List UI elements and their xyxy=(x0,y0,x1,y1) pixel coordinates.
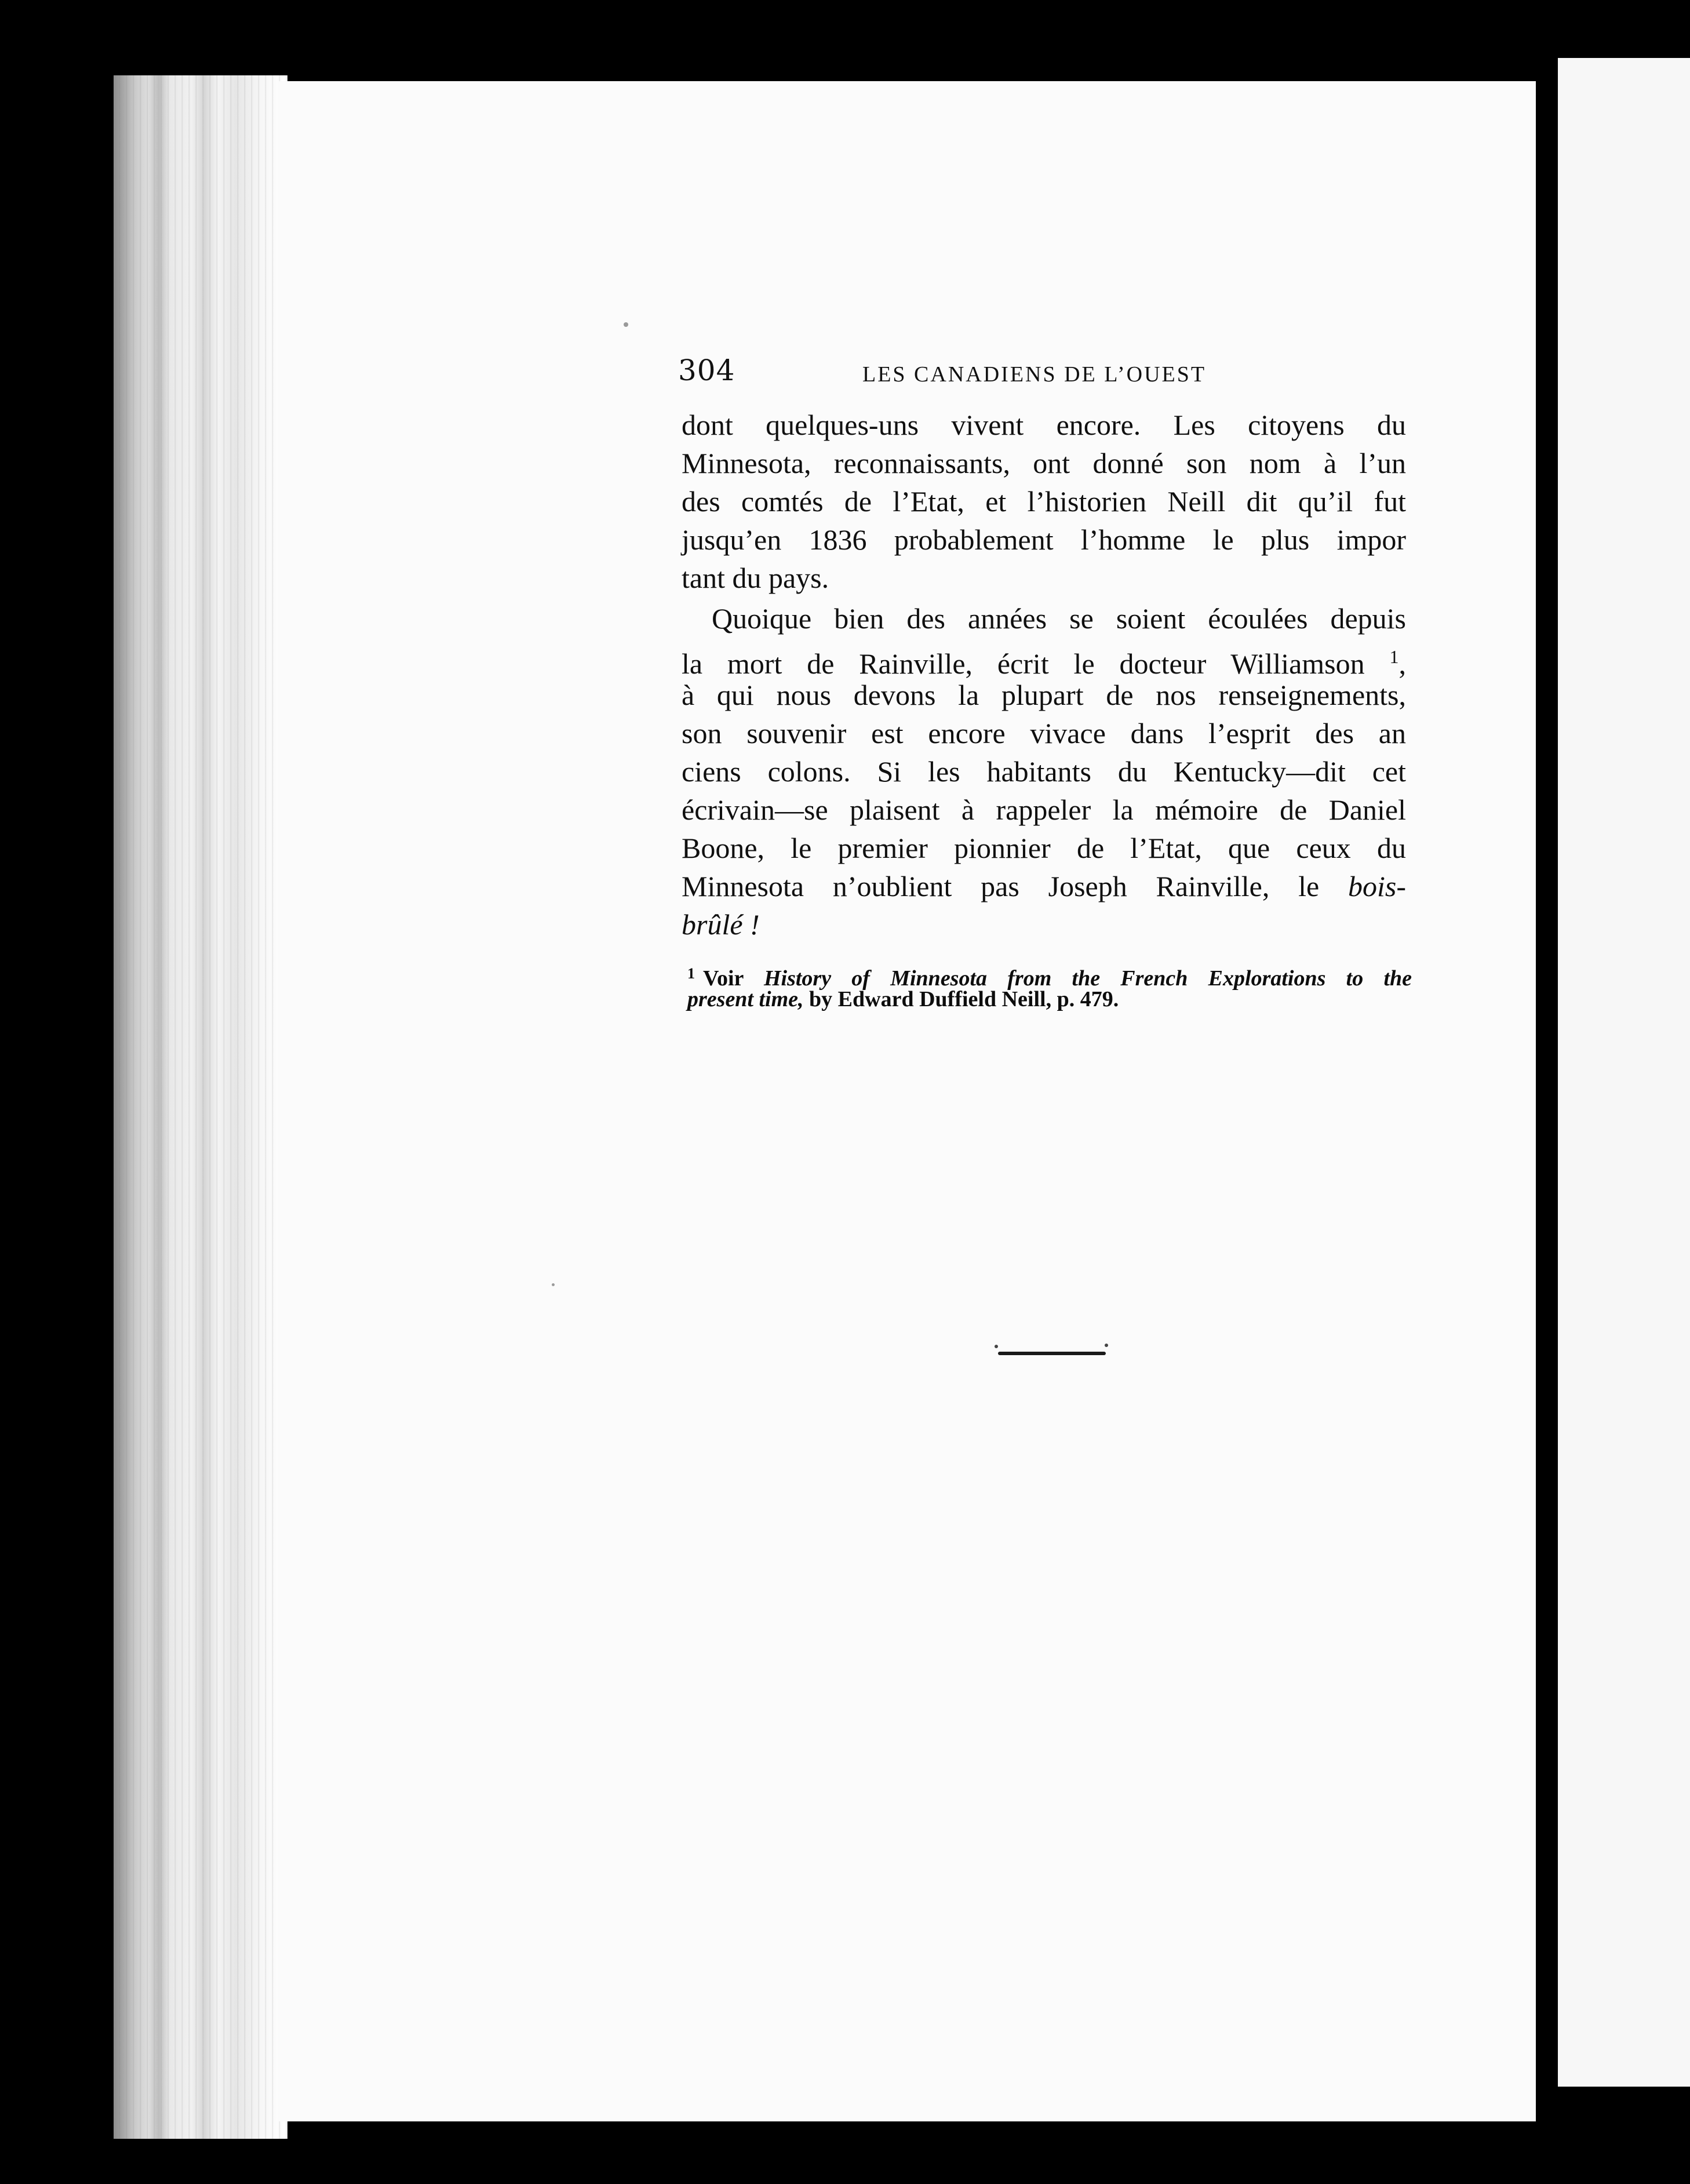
footnote-reference: 1 xyxy=(1389,646,1399,667)
text-line: des comtés de l’Etat, et l’historien Neill dit qu’il fut xyxy=(682,485,1406,518)
running-head xyxy=(678,354,1217,388)
footnote-author: by Edward Duffield Neill, p. 479. xyxy=(809,987,1119,1011)
text-line: dont quelques-uns vivent encore. Les citoyens du xyxy=(682,409,1406,441)
page-number: 304 xyxy=(678,354,735,387)
page-edges xyxy=(114,75,287,2139)
text-line: à qui nous devons la plupart de nos renseignements, xyxy=(682,679,1406,711)
text-line: jusqu’en 1836 probablement l’homme le plus impor xyxy=(682,523,1406,556)
dust-speck xyxy=(995,1345,998,1348)
text-line: tant du pays. xyxy=(682,562,829,594)
footnote-line xyxy=(687,961,1412,991)
text-line: ciens colons. Si les habitants du Kentucky—dit cet xyxy=(682,755,1406,788)
running-title: LES CANADIENS DE L’OUEST xyxy=(862,362,1207,387)
footnote-marker: 1 xyxy=(687,965,695,982)
body-text xyxy=(682,406,1406,946)
text-line xyxy=(682,867,1406,905)
text-line xyxy=(682,638,1406,680)
footnote-title: present time, xyxy=(687,987,804,1011)
footnote-voir: Voir xyxy=(703,966,744,991)
paragraph-1 xyxy=(682,406,1406,597)
facing-page xyxy=(1558,58,1690,2087)
italic-fragment: brûlé ! xyxy=(682,908,760,941)
footnote-title: History of Minnesota from the French Explorations to the xyxy=(763,966,1412,991)
italic-fragment: bois- xyxy=(1348,870,1407,902)
dust-speck xyxy=(1105,1344,1108,1347)
end-ornament-rule xyxy=(998,1352,1106,1355)
text-fragment: la mort de Rainville, écrit le docteur Williamson xyxy=(682,647,1365,680)
paragraph-2 xyxy=(682,599,1406,944)
text-line: écrivain—se plaisent à rappeler la mémoire de Daniel xyxy=(682,793,1406,826)
text-fragment: , xyxy=(1398,647,1406,680)
dust-speck xyxy=(552,1283,555,1286)
text-fragment: Minnesota n’oublient pas Joseph Rainville, le xyxy=(682,870,1320,902)
text-line: son souvenir est encore vivace dans l’esprit des an xyxy=(682,717,1406,749)
footnote xyxy=(687,961,1412,1012)
text-line xyxy=(682,905,1406,944)
dust-speck xyxy=(624,322,628,327)
text-line: Quoique bien des années se soient écoulées depuis xyxy=(712,602,1406,635)
text-line: Boone, le premier pionnier de l’Etat, que ceux du xyxy=(682,832,1406,864)
text-line: Minnesota, reconnaissants, ont donné son nom à l’un xyxy=(682,447,1406,479)
